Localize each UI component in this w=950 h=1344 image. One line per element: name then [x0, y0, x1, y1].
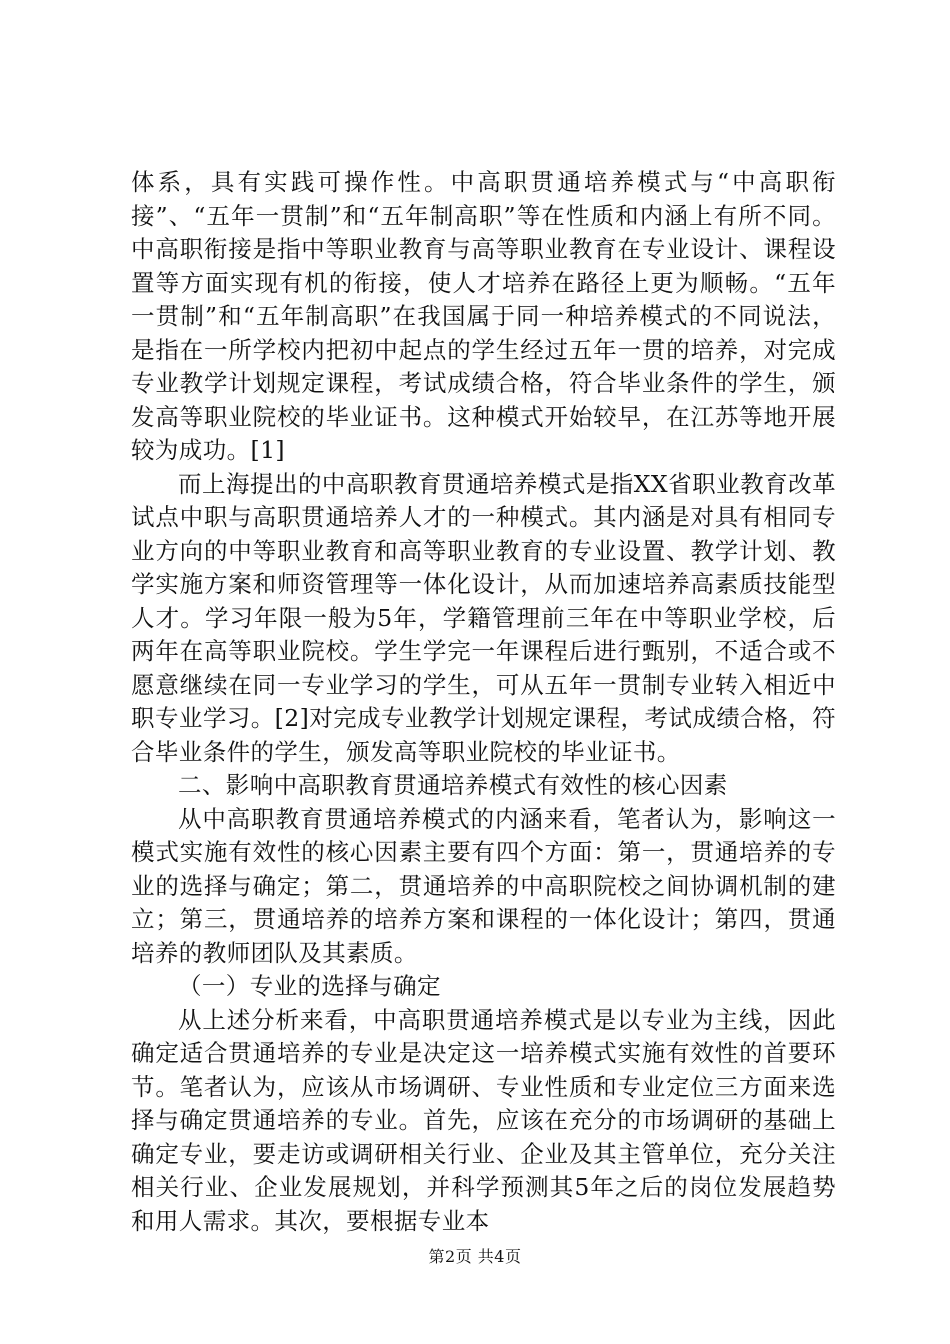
section-heading-core-factors: 二、影响中高职教育贯通培养模式有效性的核心因素 — [178, 771, 728, 799]
paragraph-continuation: 体系，具有实践可操作性。中高职贯通培养模式与“中高职衔接”、“五年一贯制”和“五年制高职”等在性质和内涵上有所不同。中高职衔接是指中等职业教育与高等职业教育在专业设计、课程设置等方面实现有机的衔接，使人才培养在路径上更为顺畅。“五年一贯制”和“五年制高职”在我国属于同一种培养模式的不同说法，是指在一所学校内把初中起点的学生经过五年一贯的培养，对完成专业教学计划规定课程，考试成绩合格，符合毕业条件的学生，颁发高等职业院校的毕业证书。这种模式开始较早，在江苏等地开展较为成功。[1] — [131, 168, 836, 464]
subsection-heading-major-selection: （一）专业的选择与确定 — [178, 972, 441, 1000]
paragraph-shanghai-model: 而上海提出的中高职教育贯通培养模式是指XX省职业教育改革试点中职与高职贯通培养人才的一种模式。其内涵是对具有相同专业方向的中等职业教育和高等职业教育的专业设置、教学计划、教学实施方案和师资管理等一体化设计，从而加速培养高素质技能型人才。学习年限一般为5年，学籍管理前三年在中等职业学校，后两年在高等职业院校。学生学完一年课程后进行甄别，不适合或不愿意继续在同一专业学习的学生，可从五年一贯制专业转入相近中职专业学习。[2]对完成专业教学计划规定课程，考试成绩合格，符合毕业条件的学生，颁发高等职业院校的毕业证书。 — [131, 469, 836, 766]
document-body — [131, 166, 836, 1238]
paragraph-core-factors: 从中高职教育贯通培养模式的内涵来看，笔者认为，影响这一模式实施有效性的核心因素主要有四个方面：第一，贯通培养的专业的选择与确定；第二，贯通培养的中高职院校之间协调机制的建立；第三，贯通培养的培养方案和课程的一体化设计；第四，贯通培养的教师团队及其素质。 — [131, 804, 836, 967]
paragraph-major-selection: 从上述分析来看，中高职贯通培养模式是以专业为主线，因此确定适合贯通培养的专业是决定这一培养模式实施有效性的首要环节。笔者认为，应该从市场调研、专业性质和专业定位三方面来选择与确定贯通培养的专业。首先，应该在充分的市场调研的基础上确定专业，要走访或调研相关行业、企业及其主管单位，充分关注相关行业、企业发展规划，并科学预测其5年之后的岗位发展趋势和用人需求。其次，要根据专业本 — [131, 1005, 836, 1235]
page-number-footer: 第2页 共4页 — [428, 1247, 522, 1266]
